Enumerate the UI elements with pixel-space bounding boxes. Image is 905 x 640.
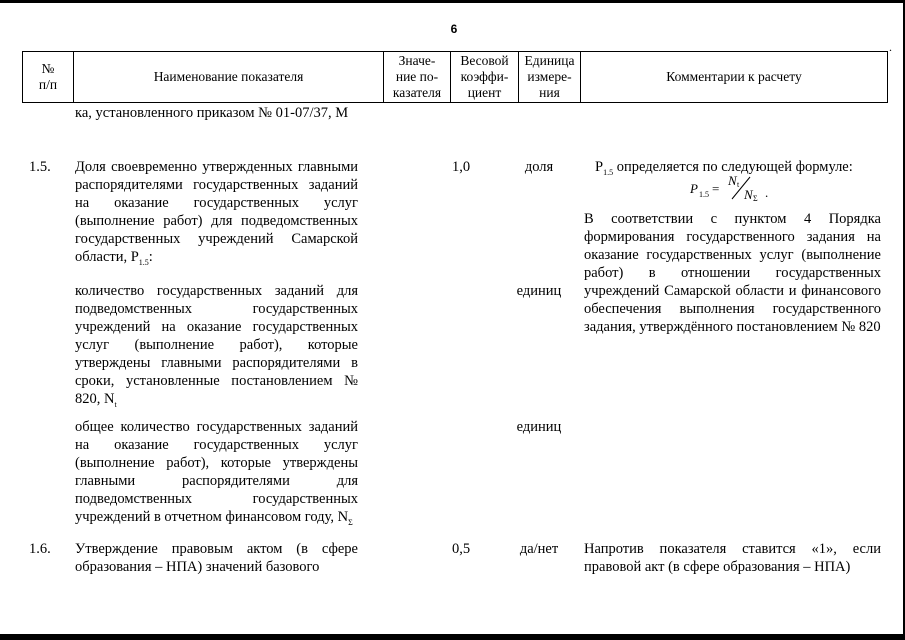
corner-mark: . [889, 40, 892, 54]
row-1-6-unit: да/нет [519, 541, 559, 557]
header-unit: Единица измере- ния [518, 52, 580, 102]
row-1-5-comment: В соответствии с пунктом 4 Порядка формирования государственного задания на оказание государственных услуг (выполнение работ) в отношении государственных учреждений Самарской области и финансового обеспечения выполнения государственного задания, утверждённого постановлением № 820 [584, 211, 881, 335]
nt-unit: единиц [516, 283, 562, 299]
header-weight: Весовой коэффи- циент [450, 52, 518, 102]
page-number: 6 [450, 22, 458, 36]
formula-p15: P 1.5 = N t N Σ . [690, 173, 769, 203]
continuation-text: ка, установленного приказом № 01-07/37, М [75, 105, 349, 121]
row-1-5-name: Доля своевременно утвержденных главными распорядителями государственных заданий на оказание государственных услуг (выполнение работ) для подведомственных государственных учреждений Самарской области, $P_{1.5}$: [75, 159, 358, 267]
row-1-5-unit: доля [524, 159, 554, 175]
row-1-6-name: Утверждение правовым актом (в сфере образования – НПА) значений базового [75, 541, 358, 575]
scan-top-edge [0, 0, 905, 3]
nsigma-unit: единиц [516, 419, 562, 435]
row-1-5-weight: 1,0 [451, 159, 471, 175]
nsigma-description: общее количество государственных заданий на оказание государственных услуг (выполнение работ), которые утверждены главными распорядителями для подведомственных государственных учреждений в отчетном финансовом году, $N_\Sigma$ [75, 419, 358, 527]
row-1-6-comment: Напротив показателя ставится «1», если правовой акт (в сфере образования – НПА) [584, 541, 881, 575]
header-comment: Комментарии к расчету [580, 52, 887, 102]
nt-description: количество государственных заданий для подведомственных государственных учреждений на оказание государственных услуг (выполнение работ), которые утверждены главными распорядителями в сроки, установленные постановлением № 820, $N_t$ [75, 283, 358, 409]
row-1-6-weight: 0,5 [451, 541, 471, 557]
scan-bottom-edge [0, 634, 905, 640]
header-name: Наименование показателя [73, 52, 383, 102]
row-1-5-number: 1.5. [29, 159, 51, 175]
formula-intro: $P_{1.5}$ определяется по следующей формуле: [595, 159, 853, 177]
table-header [22, 51, 888, 103]
header-num: № п/п [38, 61, 58, 92]
header-value: Значе- ние по- казателя [383, 52, 450, 102]
row-1-6-number: 1.6. [29, 541, 51, 557]
